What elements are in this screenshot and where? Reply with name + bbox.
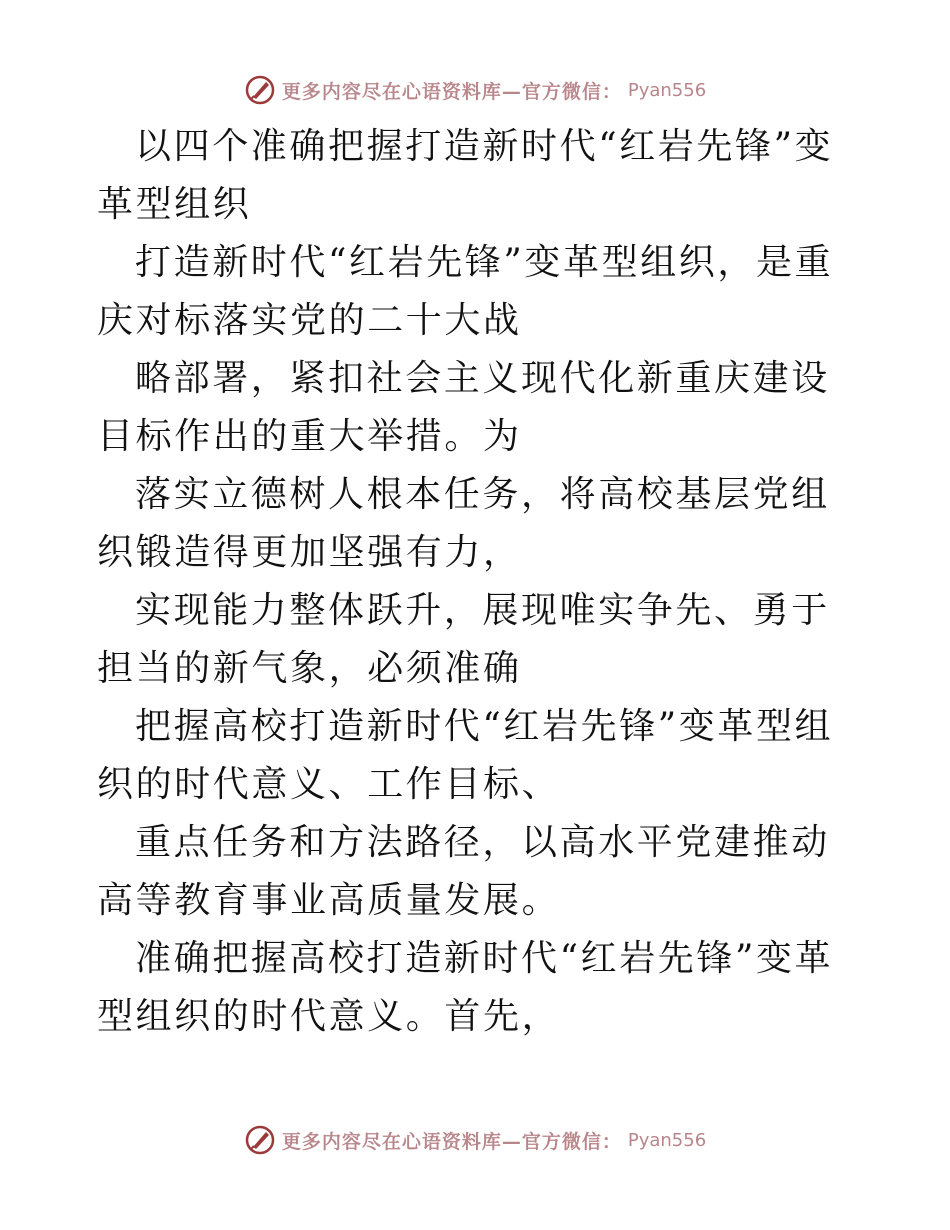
paragraph: 以四个准确把握打造新时代“红岩先锋”变革型组织 <box>97 126 834 225</box>
quill-logo-icon <box>244 74 276 106</box>
footer-banner-account: Pyan556 <box>627 1129 707 1151</box>
quill-logo-icon <box>244 1124 276 1156</box>
footer-banner-text: 更多内容尽在心语资料库—官方微信： <box>281 1130 622 1153</box>
paragraph: 略部署，紧扣社会主义现代化新重庆建设目标作出的重大举措。为 <box>97 358 830 457</box>
paragraph: 重点任务和方法路径，以高水平党建推动高等教育事业高质量发展。 <box>97 822 830 921</box>
paragraph: 准确把握高校打造新时代“红岩先锋”变革型组织的时代意义。首先， <box>97 938 834 1037</box>
header-banner <box>0 70 950 110</box>
document-body <box>97 118 857 1046</box>
paragraph: 实现能力整体跃升，展现唯实争先、勇于担当的新气象，必须准确 <box>97 590 830 689</box>
paragraph: 把握高校打造新时代“红岩先锋”变革型组织的时代意义、工作目标、 <box>97 706 834 805</box>
paragraph: 打造新时代“红岩先锋”变革型组织，是重庆对标落实党的二十大战 <box>97 242 834 341</box>
paragraph: 落实立德树人根本任务，将高校基层党组织锻造得更加坚强有力， <box>97 474 830 573</box>
header-banner-text: 更多内容尽在心语资料库—官方微信： <box>281 80 622 103</box>
footer-banner <box>0 1120 950 1160</box>
header-banner-account: Pyan556 <box>627 79 707 101</box>
